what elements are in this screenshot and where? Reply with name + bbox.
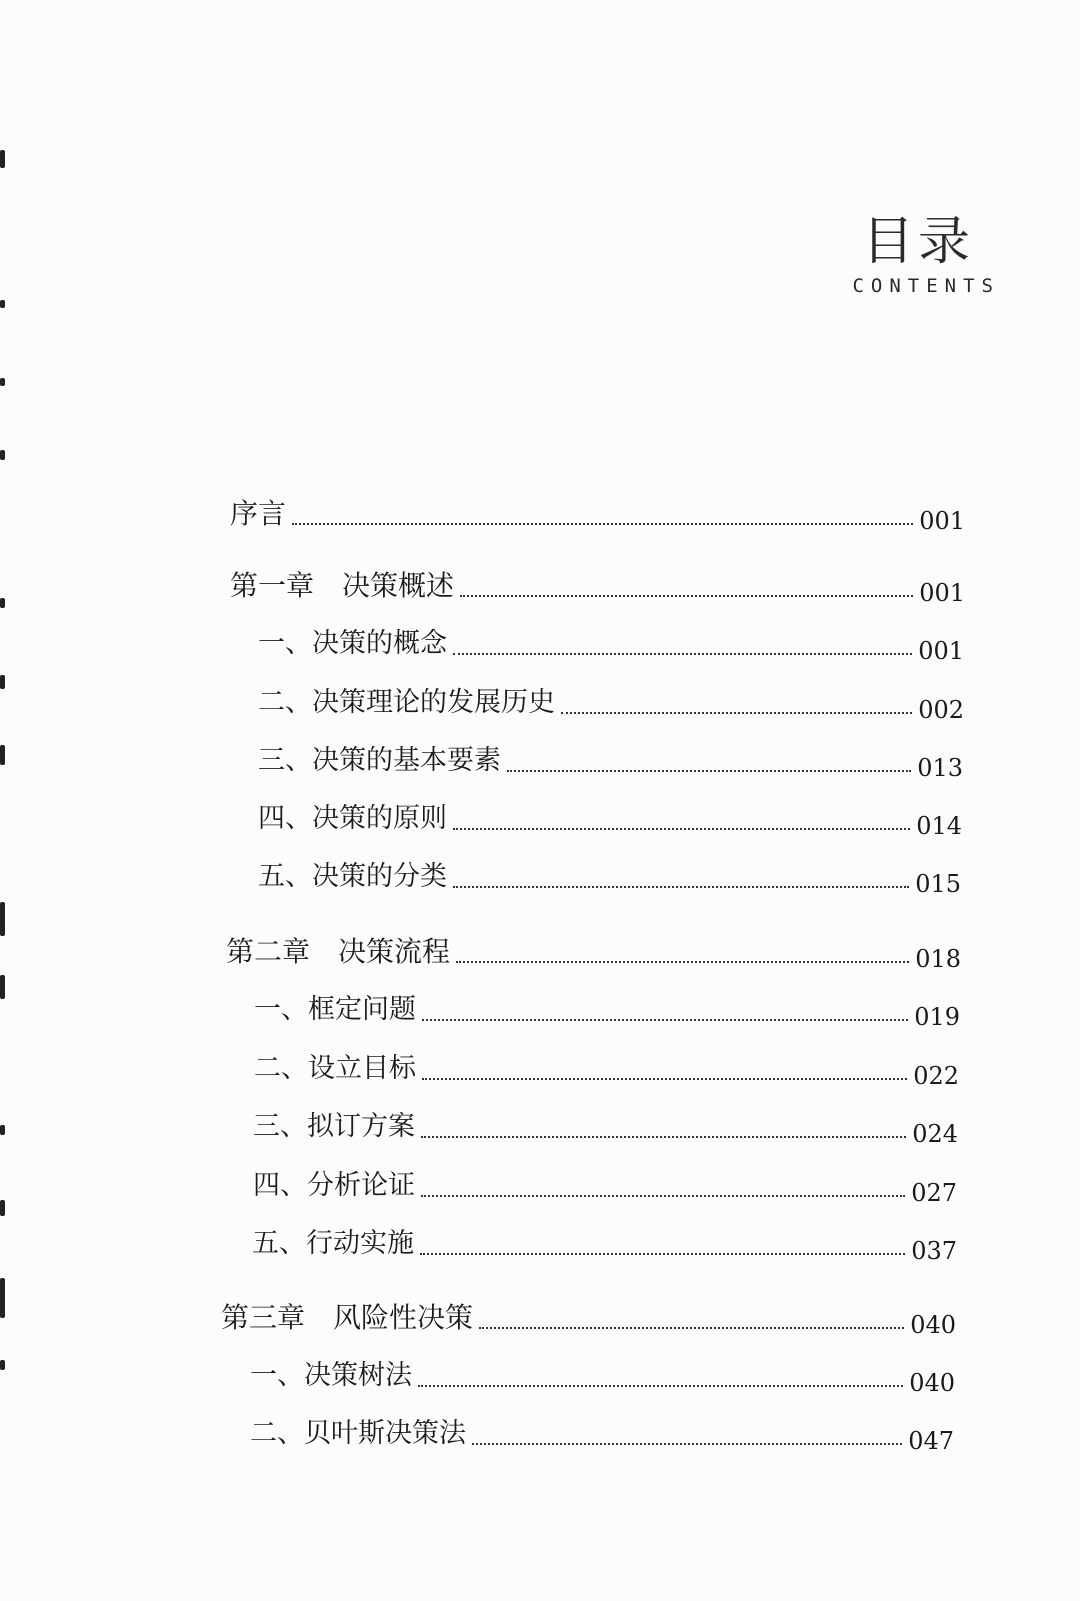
toc-leader-dots bbox=[460, 595, 913, 597]
scan-mark bbox=[0, 150, 5, 168]
toc-entry-section[interactable] bbox=[253, 1166, 957, 1206]
toc-entry-label: 二、设立目标 bbox=[254, 1053, 416, 1084]
toc-entry-page: 001 bbox=[918, 637, 964, 665]
toc-entry-page: 047 bbox=[908, 1427, 954, 1455]
toc-entry-label: 一、框定问题 bbox=[254, 994, 416, 1025]
toc-entry-label: 四、决策的原则 bbox=[258, 803, 447, 834]
toc-entry-section[interactable] bbox=[258, 857, 961, 897]
page-subtitle: CONTENTS bbox=[852, 275, 1000, 297]
toc-entry-label: 一、决策的概念 bbox=[258, 628, 447, 659]
toc-entry-page: 040 bbox=[910, 1311, 956, 1339]
toc-entry-label: 一、决策树法 bbox=[250, 1360, 412, 1391]
toc-entry-label: 第一章 决策概述 bbox=[230, 569, 455, 602]
toc-leader-dots bbox=[421, 1136, 906, 1138]
scan-mark bbox=[0, 300, 5, 308]
toc-entry-label: 二、决策理论的发展历史 bbox=[258, 687, 555, 718]
toc-leader-dots bbox=[422, 1019, 908, 1021]
toc-entry-page: 013 bbox=[917, 754, 963, 782]
scan-mark bbox=[0, 745, 5, 765]
toc-entry-page: 001 bbox=[919, 507, 965, 535]
toc-leader-dots bbox=[420, 1253, 905, 1255]
toc-entry-section[interactable] bbox=[254, 1049, 959, 1089]
scan-mark bbox=[0, 902, 5, 936]
toc-entry-chapter[interactable] bbox=[226, 932, 961, 972]
toc-entry-preface[interactable] bbox=[230, 494, 965, 534]
toc-entry-label: 序言 bbox=[230, 497, 287, 530]
toc-entry-label: 四、分析论证 bbox=[253, 1170, 415, 1201]
toc-entry-page: 018 bbox=[915, 945, 961, 973]
toc-entry-page: 037 bbox=[911, 1237, 957, 1265]
scan-mark bbox=[0, 675, 5, 689]
toc-leader-dots bbox=[456, 961, 909, 963]
scan-mark bbox=[0, 1278, 5, 1318]
toc-entry-section[interactable] bbox=[253, 1107, 958, 1147]
scan-mark bbox=[0, 378, 5, 386]
toc-entry-section[interactable] bbox=[252, 1224, 957, 1264]
toc-entry-page: 002 bbox=[918, 696, 964, 724]
toc-entry-label: 五、行动实施 bbox=[252, 1228, 414, 1259]
toc-entry-page: 015 bbox=[915, 870, 961, 898]
toc-entry-section[interactable] bbox=[250, 1414, 954, 1454]
toc-entry-label: 二、贝叶斯决策法 bbox=[250, 1418, 466, 1449]
scan-mark bbox=[0, 1360, 5, 1370]
toc-leader-dots bbox=[453, 828, 910, 830]
toc-entry-section[interactable] bbox=[258, 683, 964, 723]
toc-entry-page: 014 bbox=[916, 812, 962, 840]
toc-entry-page: 001 bbox=[919, 579, 965, 607]
toc-entry-chapter[interactable] bbox=[230, 566, 965, 606]
toc-entry-section[interactable] bbox=[250, 1356, 955, 1396]
toc-entry-label: 第三章 风险性决策 bbox=[221, 1301, 474, 1334]
toc-leader-dots bbox=[292, 523, 913, 525]
scan-mark bbox=[0, 975, 5, 999]
scan-mark bbox=[0, 1125, 5, 1135]
toc-leader-dots bbox=[422, 1078, 907, 1080]
toc-leader-dots bbox=[479, 1327, 904, 1329]
toc-entry-label: 五、决策的分类 bbox=[258, 861, 447, 892]
scan-mark bbox=[0, 1200, 5, 1216]
toc-entry-page: 040 bbox=[909, 1369, 955, 1397]
toc-entry-section[interactable] bbox=[258, 799, 962, 839]
page-title: 目录 bbox=[861, 212, 974, 272]
toc-entry-section[interactable] bbox=[254, 990, 960, 1030]
toc-leader-dots bbox=[472, 1443, 902, 1445]
toc-leader-dots bbox=[453, 653, 912, 655]
toc-entry-page: 019 bbox=[914, 1003, 960, 1031]
toc-entry-section[interactable] bbox=[258, 624, 964, 664]
toc-leader-dots bbox=[453, 886, 909, 888]
toc-leader-dots bbox=[421, 1195, 905, 1197]
toc-entry-label: 第二章 决策流程 bbox=[226, 935, 451, 968]
scan-mark bbox=[0, 598, 5, 608]
toc-entry-label: 三、决策的基本要素 bbox=[258, 745, 501, 776]
toc-entry-page: 024 bbox=[912, 1120, 958, 1148]
toc-entry-page: 022 bbox=[913, 1062, 959, 1090]
scan-mark bbox=[0, 450, 5, 460]
toc-leader-dots bbox=[507, 770, 911, 772]
title-block bbox=[740, 212, 1000, 298]
toc-entry-section[interactable] bbox=[258, 741, 963, 781]
scan-edge-marks bbox=[0, 0, 14, 1601]
toc-entry-chapter[interactable] bbox=[221, 1298, 956, 1338]
toc-entry-page: 027 bbox=[911, 1179, 957, 1207]
toc-leader-dots bbox=[418, 1385, 903, 1387]
toc-leader-dots bbox=[561, 712, 912, 714]
toc-entry-label: 三、拟订方案 bbox=[253, 1111, 415, 1142]
